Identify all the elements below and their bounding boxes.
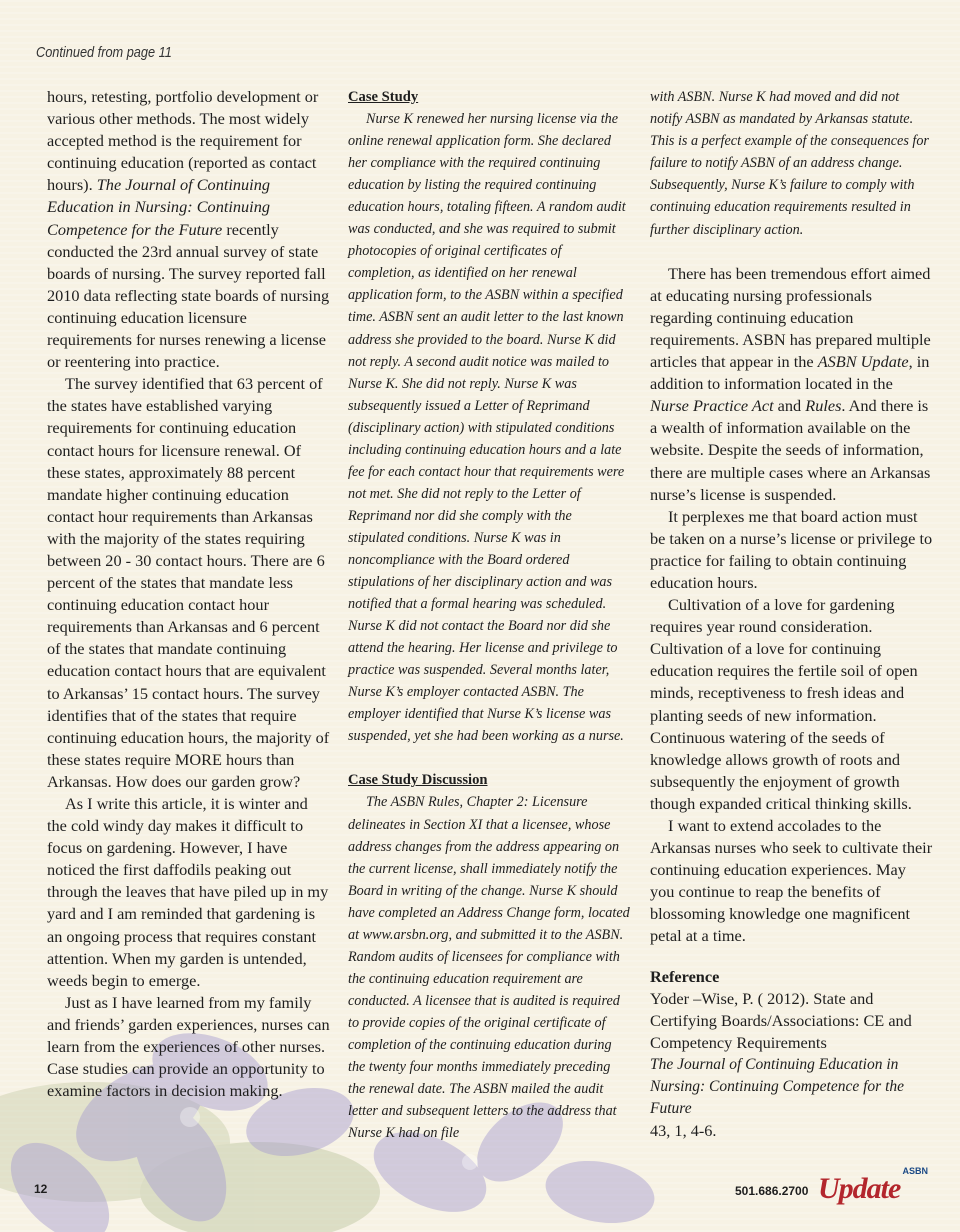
article-column-1 xyxy=(47,86,331,1102)
case-study-continuation: with ASBN. Nurse K had moved and did not notify ASBN as mandated by Arkansas statute. This is a perfect example of the consequences for failure to notify ASBN of an address change. Subsequently, Nurse K’s failure to comply with continuing education requirements resulted in further disciplinary action. xyxy=(650,89,929,238)
continued-from-label: Continued from page 11 xyxy=(36,44,172,61)
reference-journal: The Journal of Continuing Education in Nursing: Continuing Competence for the Future xyxy=(650,1055,905,1118)
article-column-2 xyxy=(348,86,630,1144)
paragraph: As I write this article, it is winter and the cold windy day makes it difficult to focus on gardening. However, I have noticed the first daffodils peaking out through the leaves that have piled up in my yard and I am reminded that gardening is an ongoing process that requires constant attention. When my garden is untended, weeds begin to emerge. xyxy=(47,794,329,990)
paragraph: hours, retesting, portfolio development or various other methods. The most widely accepted method is the requirement for continuing education (reported as contact hours). The Journal of Continuing Education in Nursing: Continuing Competence for the Future recently conducted the 23rd annual survey of state boards of nursing. The survey reported fall 2010 data reflecting state boards of nursing continuing education licensure requirements for nurses renewing a license or reentering into practice. xyxy=(47,87,330,372)
article-column-3 xyxy=(650,86,934,1142)
paragraph: Just as I have learned from my family and friends’ garden experiences, nurses can learn from the experiences of other nurses. Case studies can provide an opportunity to examine factors in decision making. xyxy=(47,992,330,1101)
page-number: 12 xyxy=(34,1182,48,1196)
paragraph: I want to extend accolades to the Arkansas nurses who seek to cultivate their continuing education experiences. May you continue to reap the benefits of blossoming knowledge one magnificent petal at a time. xyxy=(650,816,933,946)
paragraph: Cultivation of a love for gardening requires year round consideration. Cultivation of a love for continuing education requires the fertile soil of open minds, receptiveness to fresh ideas and planting seeds of new information. Continuous watering of the seeds of knowledge allows growth of roots and subsequently the enjoyment of growth though expanded critical thinking skills. xyxy=(650,595,918,813)
asbn-update-logo xyxy=(812,1166,936,1210)
paragraph: There has been tremendous effort aimed at educating nursing professionals regarding continuing education requirements. ASBN has prepared multiple articles that appear in the ASBN Update, in addition to information located in the Nurse Practice Act and Rules. And there is a wealth of information available on the website. Despite the seeds of information, there are multiple cases where an Arkansas nurse’s license is suspended. xyxy=(650,263,931,504)
paragraph: It perplexes me that board action must be taken on a nurse’s license or privilege to practice for failing to obtain continuing education hours. xyxy=(650,506,933,592)
paragraph: The survey identified that 63 percent of the states have established varying requirements for continuing education contact hours for licensure renewal. Of these states, approximately 88 percent mandate higher continuing education contact hour requirements than Arkansas with the majority of the states requiring between 20 - 30 contact hours. There are 6 percent of the states that mandate less continuing education contact hour requirements than Arkansas and 6 percent of the states that mandate continuing education contact hours that are equivalent to Arkansas’ 15 contact hours. The survey identifies that of the states that require continuing education hours, the majority of these states require MORE hours than Arkansas. How does our garden grow? xyxy=(47,374,330,791)
reference-volume: 43, 1, 4-6. xyxy=(650,1121,717,1141)
reference-citation: Yoder –Wise, P. ( 2012). State and Certifying Boards/Associations: CE and Competency Requirements xyxy=(650,988,912,1052)
logo-asbn-text: ASBN xyxy=(902,1166,928,1176)
case-study-heading: Case Study xyxy=(348,89,419,105)
reference-heading: Reference xyxy=(650,966,720,986)
case-study-discussion-heading: Case Study Discussion xyxy=(348,772,488,789)
case-study-discussion-text: The ASBN Rules, Chapter 2: Licensure delineates in Section XI that a licensee, whose address changes from the address appearing on the current license, shall immediately notify the Board in writing of the change. Nurse K should have completed an Address Change form, located at www.arsbn.org, and submitted it to the ASBN. Random audits of licensees for compliance with the continuing education requirement are conducted. A licensee that is audited is required to provide copies of the original certificate of completion of the continuing education during the twenty four months immediately preceding the renewal date. The ASBN mailed the audit letter and subsequent letters to the address that Nurse K had on file xyxy=(348,794,630,1142)
case-study-text: Nurse K renewed her nursing license via the online renewal application form. She declared her compliance with the required continuing education by listing the required continuing education hours, totaling fifteen. A random audit was conducted, and she was required to submit photocopies of original certificates of completion, as identified on her renewal application form, to the ASBN within a specified time. ASBN sent an audit letter to the last known address she provided to the board. Nurse K did not reply. A second audit notice was mailed to Nurse K. She did not reply. Nurse K was subsequently issued a Letter of Reprimand (disciplinary action) with stipulated conditions including continuing education hours and a late fee for each contact hour that requirements were not met. She did not reply to the Letter of Reprimand nor did she comply with the stipulated conditions. Nurse K was in noncompliance with the Board ordered stipulations of her disciplinary action and was notified that a formal hearing was scheduled. Nurse K did not contact the Board nor did she attend the hearing. Her license and privilege to practice was suspended. Several months later, Nurse K’s employer contacted ASBN. The employer identified that Nurse K’s license was suspended, yet she had been working as a nurse. xyxy=(348,111,626,745)
phone-number: 501.686.2700 xyxy=(735,1184,809,1198)
logo-update-text: Update xyxy=(818,1172,901,1205)
